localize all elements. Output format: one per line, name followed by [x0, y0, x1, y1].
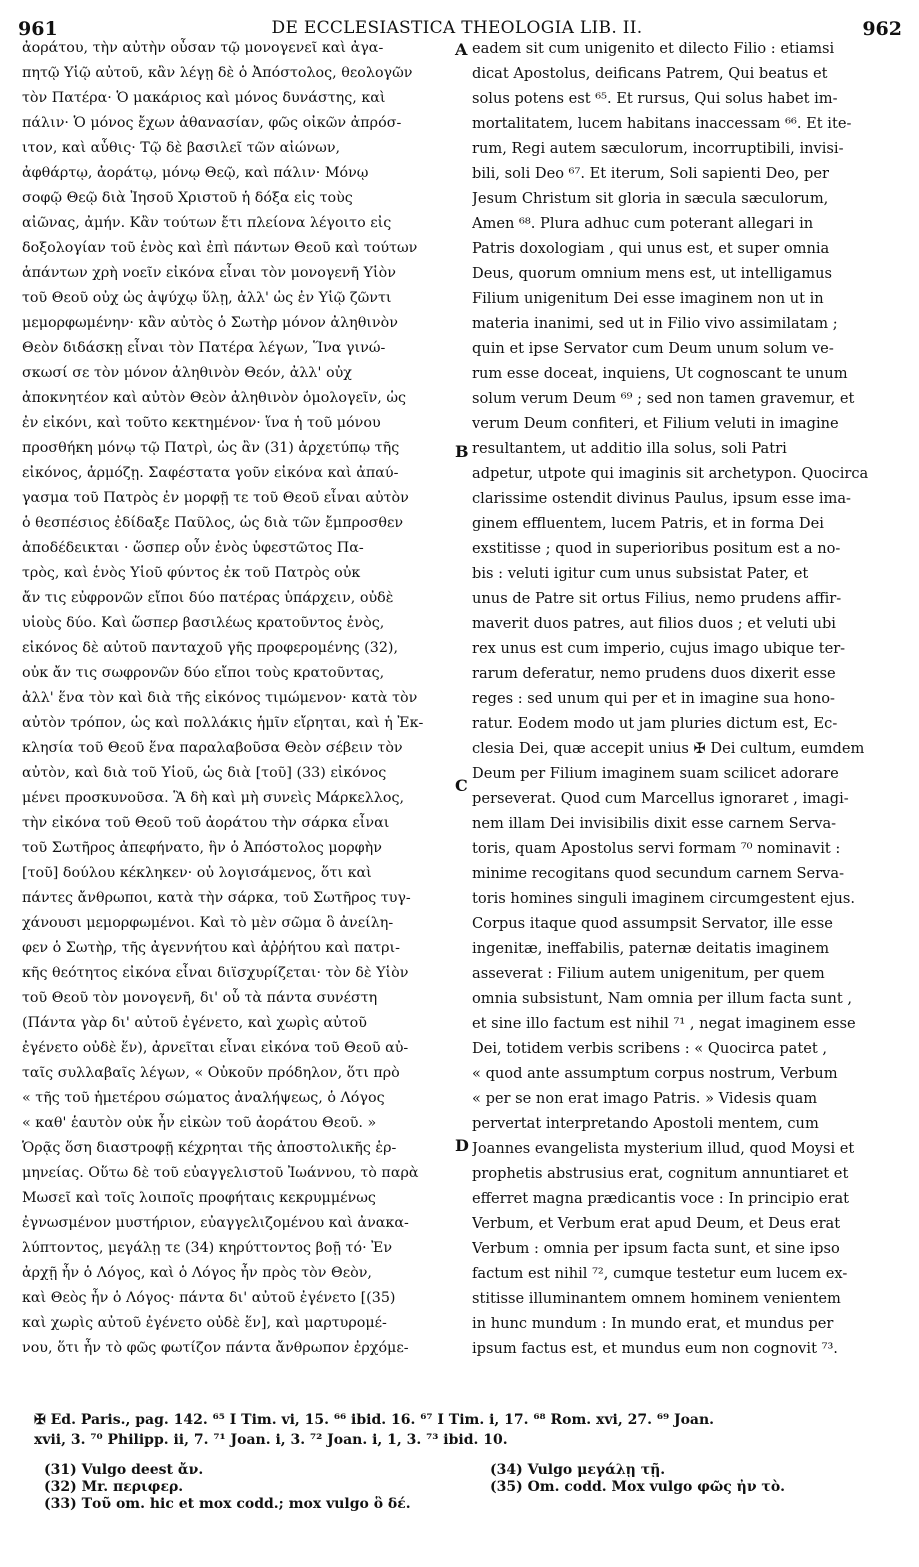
latin-text-line: Verbum, et Verbum erat apud Deum, et Deus erat	[472, 1215, 841, 1232]
latin-text-line: stitisse illuminantem omnem hominem venientem	[472, 1290, 841, 1307]
latin-text-line: minime recogitans quod secundum carnem Serva-	[472, 865, 845, 882]
greek-text-line: καὶ χωρὶς αὐτοῦ ἐγένετο οὐδὲ ἕν], καὶ μαρτυρομέ-	[22, 1315, 387, 1331]
latin-text-line: bis : veluti igitur cum unus subsistat Pater, et	[472, 565, 809, 582]
latin-text-line: verum Deum confiteri, et Filium veluti in imagine	[472, 415, 839, 432]
greek-text-line: γασμα τοῦ Πατρὸς ἐν μορφῇ τε τοῦ Θεοῦ εἶναι αὐτὸν	[22, 490, 409, 506]
greek-text-line: δοξολογίαν τοῦ ἑνὸς καὶ ἐπὶ πάντων Θεοῦ καὶ τούτων	[22, 240, 418, 256]
margin-marker-b: B	[455, 442, 469, 461]
latin-text-line: rarum deferatur, nemo prudens duos dixerit esse	[472, 665, 836, 682]
greek-text-line: « τῆς τοῦ ἡμετέρου σώματος ἀναλήψεως, ὁ Λόγος	[22, 1090, 385, 1106]
latin-text-line: toris, quam Apostolus servi formam ⁷⁰ nominavit :	[472, 840, 841, 857]
greek-text-line: ὁ θεσπέσιος ἐδίδαξε Παῦλος, ὡς διὰ τῶν ἔμπροσθεν	[22, 515, 404, 531]
greek-text-line: αὐτὸν τρόπον, ὡς καὶ πολλάκις ἡμῖν εἴρηται, καὶ ἡ Ἐκ-	[22, 715, 424, 731]
greek-text-line: σοφῷ Θεῷ διὰ Ἰησοῦ Χριστοῦ ἡ δόξα εἰς τοὺς	[22, 190, 353, 206]
greek-text-line: εἰκόνος, ἁρμόζῃ. Σαφέστατα γοῦν εἰκόνα καὶ ἀπαύ-	[22, 465, 399, 481]
latin-text-line: Filium unigenitum Dei esse imaginem non ut in	[472, 290, 824, 307]
latin-text-line: pervertat interpretando Apostoli mentem, cum	[472, 1115, 819, 1132]
greek-text-line: κῆς θεότητος εἰκόνα εἶναι διϊσχυρίζεται· τὸν δὲ Υἱὸν	[22, 965, 409, 981]
latin-text-line: maverit duos patres, aut filios duos ; et veluti ubi	[472, 615, 836, 632]
latin-text-line: et sine illo factum est nihil ⁷¹ , negat imaginem esse	[472, 1015, 856, 1032]
greek-text-line: ἀποκνητέον καὶ αὐτὸν Θεὸν ἀληθινὸν ὁμολογεῖν, ὡς	[22, 390, 407, 406]
greek-text-line: τὴν εἰκόνα τοῦ Θεοῦ τοῦ ἀοράτου τὴν σάρκα εἶναι	[22, 815, 390, 831]
latin-text-line: ratur. Eodem modo ut jam pluries dictum est, Ec-	[472, 715, 838, 732]
latin-text-line: eadem sit cum unigenito et dilecto Filio : etiamsi	[472, 40, 835, 57]
latin-text-line: rex unus est cum imperio, cujus imago ubique ter-	[472, 640, 846, 657]
latin-text-line: efferret magna prædicantis voce : In principio erat	[472, 1190, 850, 1207]
greek-text-line: τοῦ Θεοῦ τὸν μονογενῆ, δι' οὗ τὰ πάντα συνέστη	[22, 990, 378, 1006]
latin-text-line: perseverat. Quod cum Marcellus ignoraret , imagi-	[472, 790, 849, 807]
greek-text-line: τὸν Πατέρα· Ὁ μακάριος καὶ μόνος δυνάστης, καὶ	[22, 90, 386, 106]
latin-text-line: omnia subsistunt, Nam omnia per illum facta sunt ,	[472, 990, 853, 1007]
greek-text-line: πάντες ἄνθρωποι, κατὰ τὴν σάρκα, τοῦ Σωτῆρος τυγ-	[22, 890, 411, 906]
latin-text-line: Dei, totidem verbis scribens : « Quocirca patet ,	[472, 1040, 828, 1057]
greek-text-line: ἄν τις εὐφρονῶν εἴποι δύο πατέρας ὑπάρχειν, οὐδὲ	[22, 590, 394, 606]
margin-marker-a: A	[455, 40, 468, 59]
latin-text-line: clarissime ostendit divinus Paulus, ipsum esse ima-	[472, 490, 851, 507]
latin-text-line: ginem effluentem, lucem Patris, et in forma Dei	[472, 515, 824, 532]
page-number-left: 961	[18, 18, 58, 40]
greek-text-line: φεν ὁ Σωτὴρ, τῆς ἀγεννήτου καὶ ἀῤῥήτου καὶ πατρι-	[22, 940, 400, 956]
latin-text-line: unus de Patre sit ortus Filius, nemo prudens affir-	[472, 590, 842, 607]
latin-text-line: solus potens est ⁶⁵. Et rursus, Qui solus habet im-	[472, 90, 838, 107]
greek-text-line: (Πάντα γὰρ δι' αὐτοῦ ἐγένετο, καὶ χωρὶς αὐτοῦ	[22, 1015, 367, 1031]
latin-text-line: ipsum factus est, et mundus eum non cognovit ⁷³.	[472, 1340, 838, 1357]
greek-text-line: ιτον, καὶ αὖθις· Τῷ δὲ βασιλεῖ τῶν αἰώνων,	[22, 140, 341, 156]
greek-text-line: προσθήκη μόνῳ τῷ Πατρὶ, ὡς ἂν (31) ἀρχετύπῳ τῆς	[22, 440, 400, 456]
greek-text-line: αἰῶνας, ἀμήν. Κἂν τούτων ἔτι πλείονα λέγοιτο εἰς	[22, 215, 392, 231]
greek-text-line: μεμορφωμένην· κἂν αὐτὸς ὁ Σωτὴρ μόνον ἀληθινὸν	[22, 315, 398, 331]
greek-text-line: ἀποδέδεικται · ὥσπερ οὖν ἑνὸς ὑφεστῶτος Πα-	[22, 540, 364, 556]
greek-text-line: εἰκόνος δὲ αὐτοῦ πανταχοῦ γῆς προφερομένης (32),	[22, 640, 399, 656]
greek-text-line: ἀοράτου, τὴν αὐτὴν οὖσαν τῷ μονογενεῖ καὶ ἀγα-	[22, 40, 384, 56]
latin-text-line: materia inanimi, sed ut in Filio vivo assimilatam ;	[472, 315, 838, 332]
greek-text-line: μένει προσκυνοῦσα. Ἃ δὴ καὶ μὴ συνεὶς Μάρκελλος,	[22, 790, 405, 806]
latin-text-column	[472, 36, 906, 1376]
latin-text-line: Corpus itaque quod assumpsit Servator, ille esse	[472, 915, 833, 932]
footnote-line: (34) Vulgo μεγάλῃ τῇ.	[490, 1462, 666, 1478]
greek-text-column	[22, 36, 450, 1376]
latin-text-line: toris homines singuli imaginem circumgestent ejus.	[472, 890, 856, 907]
greek-text-line: πητῷ Υἱῷ αὐτοῦ, κἂν λέγῃ δὲ ὁ Ἀπόστολος, θεολογῶν	[22, 65, 413, 81]
page-number-right: 962	[862, 18, 902, 40]
greek-text-line: οὐκ ἄν τις σωφρονῶν δύο εἴποι τοὺς κρατοῦντας,	[22, 665, 385, 681]
greek-text-line: τοῦ Θεοῦ οὐχ ὡς ἀψύχῳ ὕλῃ, ἀλλ' ὡς ἐν Υἱῷ ζῶντι	[22, 290, 392, 306]
greek-text-line: ἐν εἰκόνι, καὶ τοῦτο κεκτημένον· ἵνα ἡ τοῦ μόνου	[22, 415, 381, 431]
reference-line: xvii, 3. ⁷⁰ Philipp. ii, 7. ⁷¹ Joan. i, 3. ⁷² Joan. i, 1, 3. ⁷³ ibid. 10.	[34, 1432, 508, 1448]
margin-marker-d: D	[455, 1136, 469, 1155]
greek-text-line: πάλιν· Ὁ μόνος ἔχων ἀθανασίαν, φῶς οἰκῶν ἀπρόσ-	[22, 115, 402, 131]
greek-text-line: Θεὸν διδάσκῃ εἶναι τὸν Πατέρα λέγων, Ἵνα γινώ-	[22, 340, 386, 356]
latin-text-line: « per se non erat imago Patris. » Videsis quam	[472, 1090, 818, 1107]
greek-text-line: σκωσί σε τὸν μόνον ἀληθινὸν Θεόν, ἀλλ' οὐχ	[22, 365, 352, 381]
footnotes-right	[490, 1462, 900, 1496]
greek-text-line: ἀφθάρτῳ, ἀοράτῳ, μόνῳ Θεῷ, καὶ πάλιν· Μόνῳ	[22, 165, 369, 181]
greek-text-line: νου, ὅτι ἦν τὸ φῶς φωτίζον πάντα ἄνθρωπον ἐρχόμε-	[22, 1340, 409, 1356]
latin-text-line: nem illam Dei invisibilis dixit esse carnem Serva-	[472, 815, 837, 832]
reference-line: ✠ Ed. Paris., pag. 142. ⁶⁵ I Tim. vi, 15. ⁶⁶ ibid. 16. ⁶⁷ I Tim. i, 17. ⁶⁸ Rom. xvi, 27. ⁶⁹ Joan.	[34, 1412, 715, 1428]
greek-text-line: χάνουσι μεμορφωμένοι. Καὶ τὸ μὲν σῶμα ὃ ἀνείλη-	[22, 915, 394, 931]
latin-text-line: dicat Apostolus, deificans Patrem, Qui beatus et	[472, 65, 828, 82]
greek-text-line: μηνείας. Οὕτω δὲ τοῦ εὐαγγελιστοῦ Ἰωάννου, τὸ παρὰ	[22, 1165, 419, 1181]
latin-text-line: « quod ante assumptum corpus nostrum, Verbum	[472, 1065, 838, 1082]
greek-text-line: Μωσεῖ καὶ τοῖς λοιποῖς προφήταις κεκρυμμένως	[22, 1190, 376, 1206]
latin-text-line: factum est nihil ⁷², cumque testetur eum lucem ex-	[472, 1265, 848, 1282]
greek-text-line: ἁπάντων χρὴ νοεῖν εἰκόνα εἶναι τὸν μονογενῆ Υἱὸν	[22, 265, 396, 281]
footnotes-left	[44, 1462, 464, 1513]
scripture-references	[34, 1410, 904, 1450]
footnote-line: (32) Mr. περιφερ.	[44, 1479, 184, 1495]
latin-text-line: solum verum Deum ⁶⁹ ; sed non tamen gravemur, et	[472, 390, 855, 407]
margin-marker-c: C	[455, 776, 468, 795]
greek-text-line: τρὸς, καὶ ἑνὸς Υἱοῦ φύντος ἐκ τοῦ Πατρὸς οὐκ	[22, 565, 361, 581]
latin-text-line: exstitisse ; quod in superioribus positum est a no-	[472, 540, 841, 557]
footnote-line: (33) Τοῦ om. hic et mox codd.; mox vulgo ὃ δέ.	[44, 1496, 411, 1512]
latin-text-line: Amen ⁶⁸. Plura adhuc cum poterant allegari in	[472, 215, 814, 232]
latin-text-line: quin et ipse Servator cum Deum unum solum ve-	[472, 340, 834, 357]
latin-text-line: adpetur, utpote qui imaginis sit archetypon. Quocirca	[472, 465, 869, 482]
latin-text-line: asseverat : Filium autem unigenitum, per quem	[472, 965, 825, 982]
latin-text-line: resultantem, ut additio illa solus, soli Patri	[472, 440, 787, 457]
latin-text-line: in hunc mundum : In mundo erat, et mundus per	[472, 1315, 834, 1332]
greek-text-line: « καθ' ἑαυτὸν οὐκ ἦν εἰκὼν τοῦ ἀοράτου Θεοῦ. »	[22, 1115, 377, 1131]
latin-text-line: bili, soli Deo ⁶⁷. Et iterum, Soli sapienti Deo, per	[472, 165, 829, 182]
greek-text-line: ἀλλ' ἕνα τὸν καὶ διὰ τῆς εἰκόνος τιμώμενον· κατὰ τὸν	[22, 690, 418, 706]
footnote-line: (31) Vulgo deest ἄν.	[44, 1462, 204, 1478]
latin-text-line: Deum per Filium imaginem suam scilicet adorare	[472, 765, 839, 782]
latin-text-line: Jesum Christum sit gloria in sæcula sæculorum,	[472, 190, 829, 207]
greek-text-line: κλησία τοῦ Θεοῦ ἕνα παραλαβοῦσα Θεὸν σέβειν τὸν	[22, 740, 403, 756]
greek-text-line: καὶ Θεὸς ἦν ὁ Λόγος· πάντα δι' αὐτοῦ ἐγένετο [(35)	[22, 1290, 396, 1306]
footnote-line: (35) Om. codd. Mox vulgo φῶς ἦν τὸ.	[490, 1479, 786, 1495]
running-title: DE ECCLESIASTICA THEOLOGIA LIB. II.	[271, 18, 643, 38]
latin-text-line: Joannes evangelista mysterium illud, quod Moysi et	[472, 1140, 855, 1157]
greek-text-line: [τοῦ] δούλου κέκληκεν· οὐ λογισάμενος, ὅτι καὶ	[22, 865, 372, 881]
greek-text-line: ταῖς συλλαβαῖς λέγων, « Οὐκοῦν πρόδηλον, ὅτι πρὸ	[22, 1065, 400, 1081]
latin-text-line: mortalitatem, lucem habitans inaccessam ⁶⁶. Et ite-	[472, 115, 852, 132]
greek-text-line: Ὁρᾷς ὅση διαστροφῇ κέχρηται τῆς ἀποστολικῆς ἑρ-	[22, 1140, 397, 1156]
greek-text-line: ἐγένετο οὐδὲ ἕν), ἀρνεῖται εἶναι εἰκόνα τοῦ Θεοῦ αὐ-	[22, 1040, 409, 1056]
latin-text-line: rum, Regi autem sæculorum, incorruptibili, invisi-	[472, 140, 844, 157]
latin-text-line: clesia Dei, quæ accepit unius ✠ Dei cultum, eumdem	[472, 740, 865, 757]
latin-text-line: prophetis abstrusius erat, cognitum annuntiaret et	[472, 1165, 849, 1182]
latin-text-line: Deus, quorum omnium mens est, ut intelligamus	[472, 265, 832, 282]
greek-text-line: ἀρχῇ ἦν ὁ Λόγος, καὶ ὁ Λόγος ἦν πρὸς τὸν Θεὸν,	[22, 1265, 372, 1281]
latin-text-line: ingenitæ, ineffabilis, paternæ deitatis imaginem	[472, 940, 830, 957]
greek-text-line: τοῦ Σωτῆρος ἀπεφήνατο, ἣν ὁ Ἀπόστολος μορφὴν	[22, 840, 382, 856]
greek-text-line: αὐτὸν, καὶ διὰ τοῦ Υἱοῦ, ὡς διὰ [τοῦ] (33) εἰκόνος	[22, 765, 387, 781]
latin-text-line: reges : sed unum qui per et in imagine sua hono-	[472, 690, 835, 707]
latin-text-line: rum esse doceat, inquiens, Ut cognoscant te unum	[472, 365, 848, 382]
latin-text-line: Verbum : omnia per ipsum facta sunt, et sine ipso	[472, 1240, 840, 1257]
greek-text-line: λύπτοντος, μεγάλῃ τε (34) κηρύττοντος βοῇ τό· Ἐν	[22, 1240, 393, 1256]
latin-text-line: Patris doxologiam , qui unus est, et super omnia	[472, 240, 830, 257]
greek-text-line: υἱοὺς δύο. Καὶ ὥσπερ βασιλέως κρατοῦντος ἑνὸς,	[22, 615, 385, 631]
greek-text-line: ἐγνωσμένον μυστήριον, εὐαγγελιζομένου καὶ ἀνακα-	[22, 1215, 409, 1231]
